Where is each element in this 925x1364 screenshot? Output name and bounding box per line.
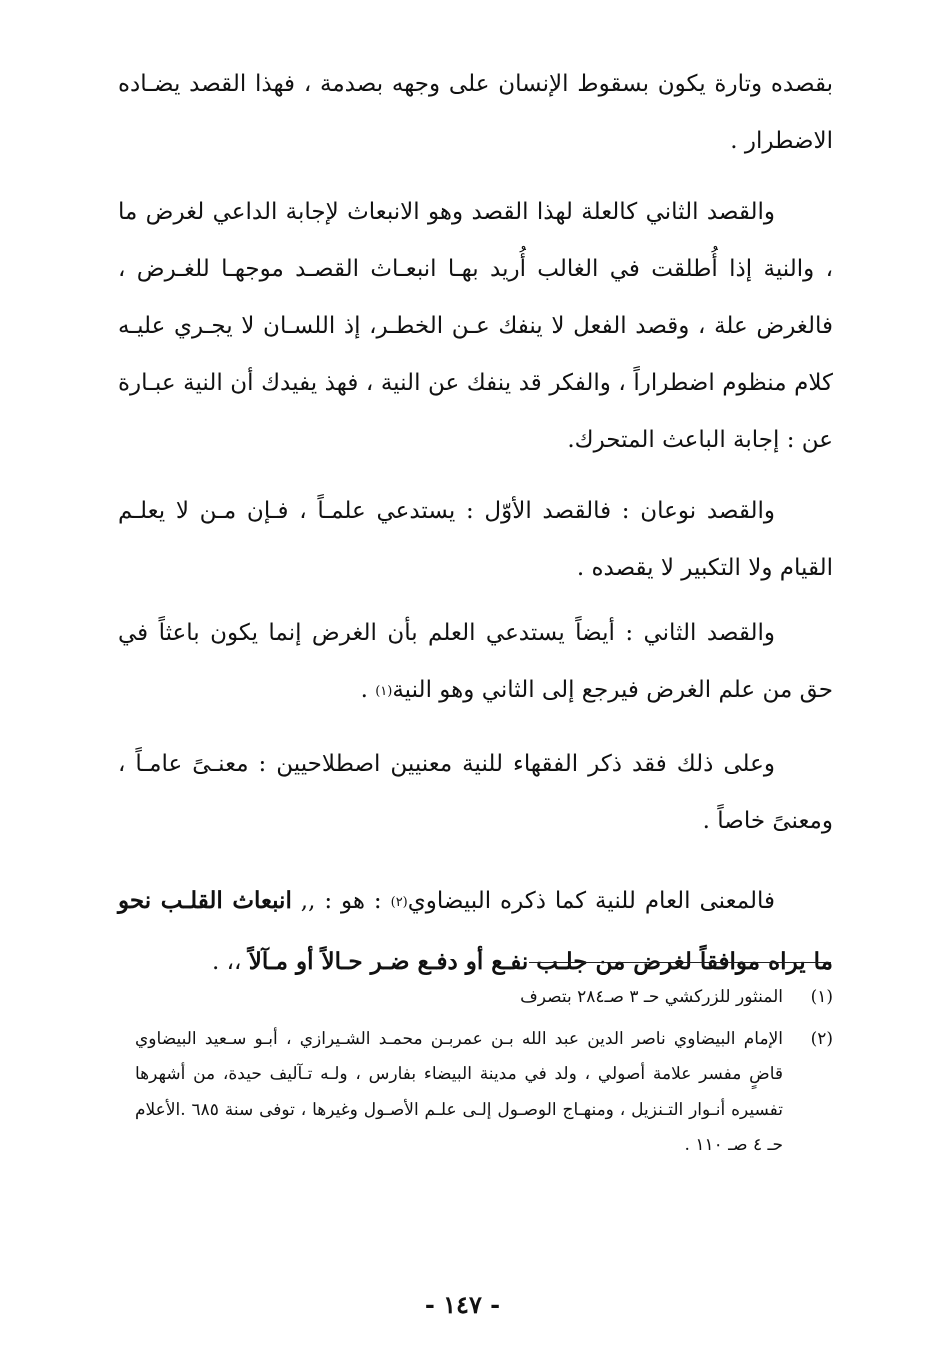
footnote-2-text: الإمام البيضاوي ناصر الدين عبد الله بـن عمربـن محمـد الشـيرازي ، أبـو سـعيد البيضاوي قاضٍ مفسر علامة أصولي ، ولد في مدينة البيضاء بفارس ، ولـه تـآليف حيدة، من أشهرها تفسيره أنـوار التـنزيل ، ومنهـاج الوصـول إلـى علـم الأصـول وغيرها ، توفى سنة ٦٨٥ .الأعلام حـ ٤ صـ ١١٠ . xyxy=(135,1028,783,1155)
paragraph-4-end: . xyxy=(360,677,376,703)
footnote-1 xyxy=(135,980,833,1016)
paragraph-4-text: والقصد الثاني : أيضاً يستدعي العلم بأن الغرض إنما يكون باعثاً في حق من علم الغرض فيرجع إلى الثاني وهو النية xyxy=(118,620,833,703)
footnote-2-number: (٢) xyxy=(810,1028,833,1049)
paragraph-6-definition: انبعاث القلـب نحو ما يراه موافقاً لغرض من جلـب نفـع أو دفـع ضـر حـالاً أو مـآلاً xyxy=(118,887,833,975)
paragraph-5-text: وعلى ذلك فقد ذكر الفقهاء للنية معنيين اصطلاحيين : معنـىً عامـاً ، ومعنىً خاصاً . xyxy=(118,751,833,834)
paragraph-5 xyxy=(118,736,833,850)
paragraph-6-mid: : هو : ,, xyxy=(291,888,391,914)
footnote-1-text: المنثور للزركشي حـ ٣ صـ٢٨٤ بتصرف xyxy=(520,987,783,1007)
footnote-ref-2[interactable]: (٢) xyxy=(390,895,408,910)
paragraph-2-text: والقصد الثاني كالعلة لهذا القصد وهو الانبعاث لإجابة الداعي لغرض ما ، والنية إذا أُطلقت في الغالب أُريد بهـا انبعـاث القصـد موجهـا للغـرض ، فالغرض علة ، وقصد الفعل لا ينفك عـن الخطـر، إذ اللسـان لا يجـري عليـه كلام منظوم اضطراراً ، والفكر قد ينفك عن النية ، فهذ يفيدك أن النية عبـارة عن : إجابة الباعث المتحرك. xyxy=(118,199,833,453)
footnote-2 xyxy=(135,1022,833,1164)
footnotes-section xyxy=(135,980,833,1170)
paragraph-3 xyxy=(118,483,833,597)
paragraph-1-text: بقصده وتارة يكون بسقوط الإنسان على وجهه بصدمة ، فهذا القصد يضـاده الاضطرار . xyxy=(118,71,833,154)
paragraph-3-text: والقصد نوعان : فالقصد الأوّل : يستدعي علمـاً ، فـإن مـن لا يعلـم القيام ولا التكبير لا يقصده . xyxy=(118,498,833,581)
footnote-1-number: (١) xyxy=(810,987,833,1007)
paragraph-2 xyxy=(118,184,833,469)
paragraph-1 xyxy=(118,56,833,170)
paragraph-6 xyxy=(118,872,833,991)
paragraph-6-start: فالمعنى العام للنية كما ذكره البيضاوي xyxy=(407,888,775,914)
page-number: - ١٤٧ - xyxy=(424,1290,501,1319)
footnote-ref-1[interactable]: (١) xyxy=(375,684,393,699)
main-text-body xyxy=(118,56,833,1005)
footnote-separator xyxy=(529,962,831,963)
paragraph-6-end: ،، . xyxy=(212,949,249,975)
paragraph-4 xyxy=(118,605,833,722)
